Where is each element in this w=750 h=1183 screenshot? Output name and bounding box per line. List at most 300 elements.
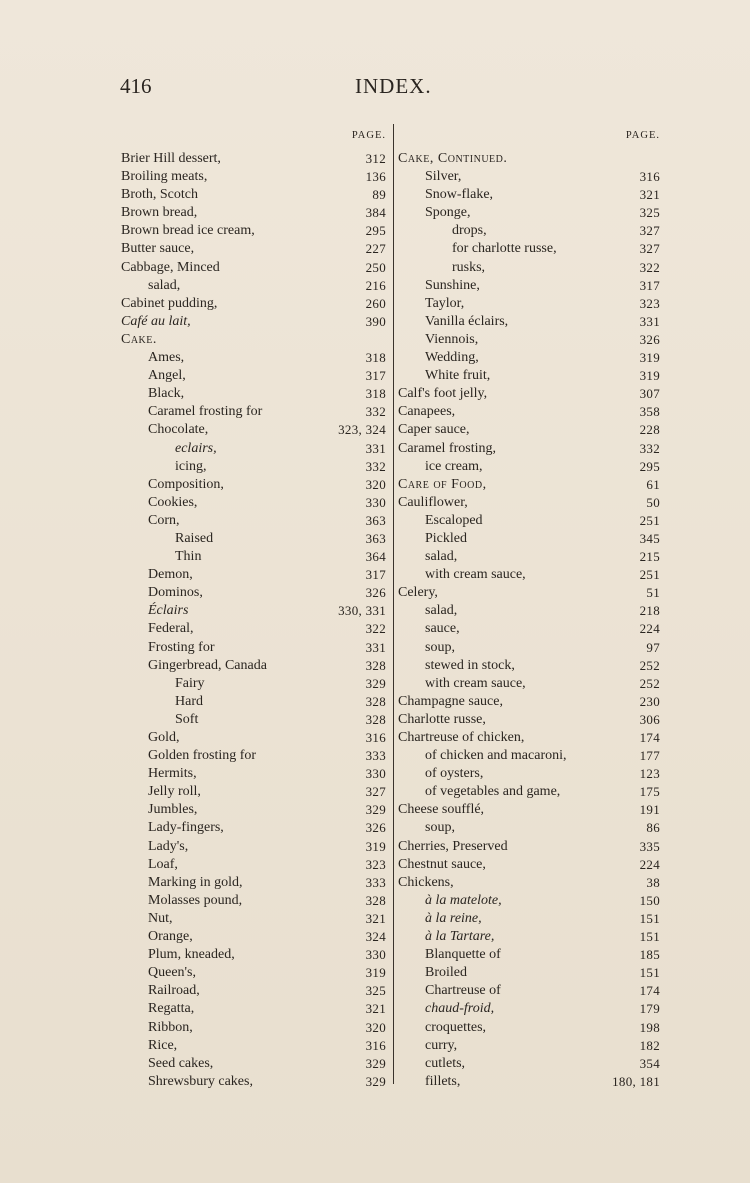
entry-label: Snow-flake,: [425, 187, 494, 203]
entry-label: Angel,: [148, 368, 186, 384]
entry-label: Blanquette of: [425, 947, 501, 963]
entry-page-number: 328: [365, 711, 386, 727]
entry-label: Composition,: [148, 476, 224, 492]
entry-label: Demon,: [148, 567, 193, 583]
index-entry: [398, 874, 660, 892]
entry-page-number: 174: [639, 730, 660, 745]
entry-label: Broiling meats,: [121, 169, 208, 185]
entry-page-number: 123: [639, 766, 660, 782]
entry-label: Fairy: [175, 675, 205, 691]
index-entry: [398, 349, 660, 367]
index-entry: [398, 1073, 660, 1091]
entry-page-number: 335: [639, 838, 660, 854]
index-entry: [121, 1055, 386, 1073]
entry-label: soup,: [425, 820, 455, 836]
index-entry: [121, 928, 386, 946]
index-entry: [398, 928, 660, 946]
entry-label: Canapees,: [398, 404, 456, 420]
index-entry: [398, 639, 660, 657]
index-entry: [121, 747, 386, 765]
entry-page-number: 329: [365, 802, 386, 818]
index-entry: [121, 982, 386, 1000]
entry-label: Wedding,: [425, 350, 479, 366]
index-entry: [121, 819, 386, 837]
entry-page-number: 319: [365, 965, 386, 981]
index-entry: [398, 150, 660, 168]
index-entry: [398, 856, 660, 874]
index-entry: [398, 385, 660, 403]
entry-label: Pickled: [425, 530, 467, 546]
entry-label: Federal,: [148, 621, 194, 637]
entry-label: Vanilla éclairs,: [425, 313, 509, 329]
entry-page-number: 318: [365, 350, 386, 366]
entry-label: Butter sauce,: [121, 241, 195, 257]
entry-page-number: 317: [639, 277, 660, 293]
entry-label: Broiled: [425, 965, 467, 981]
index-entry: [121, 729, 386, 747]
index-entry: [398, 765, 660, 783]
index-entry: [121, 530, 386, 548]
index-entry: [121, 783, 386, 801]
entry-page-number: 345: [639, 530, 660, 546]
index-entry: [121, 566, 386, 584]
entry-page-number: 97: [646, 639, 660, 655]
index-entry: [121, 548, 386, 566]
entry-page-number: 363: [365, 512, 386, 528]
entry-page-number: 316: [365, 730, 386, 745]
entry-page-number: 295: [365, 223, 386, 239]
entry-label: Rice,: [148, 1037, 178, 1053]
entry-label: Café au lait,: [121, 313, 191, 329]
index-entry: [398, 892, 660, 910]
entry-label: with cream sauce,: [425, 675, 526, 691]
entry-label: Hermits,: [148, 766, 197, 782]
index-entry: [121, 675, 386, 693]
index-entry: [398, 838, 660, 856]
entry-page-number: 332: [639, 440, 660, 456]
entry-label: Jumbles,: [148, 802, 198, 818]
index-entry: [398, 277, 660, 295]
entry-page-number: 364: [365, 549, 386, 565]
entry-label: Chickens,: [398, 874, 454, 890]
entry-label: of chicken and macaroni,: [425, 748, 567, 764]
index-entry: [398, 747, 660, 765]
index-entry: [121, 349, 386, 367]
index-entry: [398, 946, 660, 964]
entry-label: Golden frosting for: [148, 748, 257, 764]
entry-page-number: 325: [639, 205, 660, 221]
entry-label: Gingerbread, Canada: [148, 657, 267, 673]
entry-page-number: 218: [639, 603, 660, 619]
entry-page-number: 320: [365, 1019, 386, 1035]
index-entry: [398, 440, 660, 458]
index-entry: [398, 693, 660, 711]
entry-page-number: 316: [639, 169, 660, 185]
index-entry: [121, 259, 386, 277]
entry-label: Cookies,: [148, 494, 198, 510]
index-entry: [398, 801, 660, 819]
entry-page-number: 38: [646, 874, 660, 890]
entry-label: Cake.: [121, 331, 157, 347]
index-entry: [121, 222, 386, 240]
entry-label: Cabbage, Minced: [121, 259, 220, 275]
entry-label: Frosting for: [148, 639, 215, 655]
entry-page-number: 318: [365, 386, 386, 402]
entry-page-number: 180, 181: [612, 1073, 660, 1089]
entry-label: Lady-fingers,: [148, 820, 224, 836]
entry-page-number: 331: [365, 639, 386, 655]
index-entry: [398, 1000, 660, 1018]
index-entry: [121, 801, 386, 819]
entry-page-number: 319: [365, 838, 386, 854]
index-entry: [121, 204, 386, 222]
page-number: 416: [120, 74, 152, 98]
entry-page-number: 182: [639, 1037, 660, 1053]
entry-page-number: 333: [365, 874, 386, 890]
entry-label: croquettes,: [425, 1019, 487, 1035]
entry-page-number: 224: [639, 856, 660, 872]
page-header: [120, 74, 680, 104]
entry-label: drops,: [452, 223, 487, 239]
entry-page-number: 228: [639, 422, 660, 438]
index-entry: [121, 494, 386, 512]
entry-label: Orange,: [148, 929, 193, 945]
index-entry: [121, 693, 386, 711]
index-entry: [121, 476, 386, 494]
entry-page-number: 216: [365, 277, 386, 293]
entry-page-number: 330, 331: [338, 603, 386, 619]
entry-label: Brown bread,: [121, 205, 198, 221]
entry-label: sauce,: [425, 621, 460, 637]
index-entry: [121, 946, 386, 964]
index-entry: [398, 494, 660, 512]
entry-page-number: 150: [639, 892, 660, 908]
entry-label: Gold,: [148, 730, 180, 745]
entry-page-number: 321: [365, 910, 386, 926]
entry-label: Queen's,: [148, 965, 197, 981]
entry-label: Shrewsbury cakes,: [148, 1073, 253, 1089]
entry-label: Molasses pound,: [148, 892, 243, 908]
entry-page-number: 328: [365, 657, 386, 673]
entry-page-number: 327: [639, 223, 660, 239]
entry-page-number: 136: [365, 169, 386, 185]
entry-label: of vegetables and game,: [425, 784, 561, 800]
entry-page-number: 151: [639, 965, 660, 981]
entry-label: Nut,: [148, 910, 173, 926]
entry-page-number: 252: [639, 675, 660, 691]
entry-page-number: 51: [646, 585, 660, 601]
index-entry: [398, 421, 660, 439]
index-column-left: [121, 128, 386, 1091]
index-entry: [121, 910, 386, 928]
entry-label: Ames,: [148, 350, 185, 366]
index-entry: [398, 711, 660, 729]
entry-label: Éclairs: [148, 603, 189, 619]
index-entry: [121, 385, 386, 403]
entry-page-number: 316: [365, 1037, 386, 1053]
index-entry: [121, 150, 386, 168]
entry-label: Black,: [148, 386, 185, 402]
index-entry: [121, 421, 386, 439]
entry-page-number: 250: [365, 259, 386, 275]
page-title: INDEX.: [355, 74, 432, 98]
index-entry: [398, 548, 660, 566]
entry-page-number: 326: [365, 585, 386, 601]
index-entry: [398, 566, 660, 584]
entry-label: Sunshine,: [425, 277, 480, 293]
entry-label: Brier Hill dessert,: [121, 151, 221, 166]
index-entry: [398, 403, 660, 421]
index-entry: [121, 168, 386, 186]
entry-label: Cabinet pudding,: [121, 295, 218, 311]
index-entry: [121, 711, 386, 729]
entry-label: à la Tartare,: [425, 929, 495, 945]
entry-page-number: 295: [639, 458, 660, 474]
index-entry: [121, 1073, 386, 1091]
entry-page-number: 179: [639, 1001, 660, 1017]
index-entry: [121, 838, 386, 856]
entry-label: Thin: [175, 549, 202, 565]
entry-label: fillets,: [425, 1073, 461, 1089]
entry-page-number: 384: [365, 205, 386, 221]
entry-page-number: 321: [365, 1001, 386, 1017]
entry-page-number: 328: [365, 693, 386, 709]
entry-page-number: 323, 324: [338, 422, 386, 438]
entry-label: Soft: [175, 711, 199, 727]
entry-label: Viennois,: [425, 331, 479, 347]
entry-page-number: 251: [639, 512, 660, 528]
entry-page-number: 174: [639, 983, 660, 999]
entry-label: Ribbon,: [148, 1019, 193, 1035]
entry-label: Care of Food,: [398, 476, 487, 492]
entry-label: Raised: [175, 530, 214, 546]
entry-page-number: 324: [365, 929, 386, 945]
index-entry: [398, 295, 660, 313]
index-entry: [398, 458, 660, 476]
entry-label: stewed in stock,: [425, 657, 515, 673]
entry-label: salad,: [148, 277, 181, 293]
index-entry: [121, 620, 386, 638]
entry-page-number: 330: [365, 494, 386, 510]
index-entry: [398, 530, 660, 548]
index-entry: [121, 367, 386, 385]
entry-page-number: 252: [639, 657, 660, 673]
entry-page-number: 177: [639, 748, 660, 764]
entry-label: Corn,: [148, 512, 180, 528]
entry-label: White fruit,: [425, 368, 491, 384]
index-entry: [398, 204, 660, 222]
entry-page-number: 224: [639, 621, 660, 637]
entry-label: of oysters,: [425, 766, 484, 782]
entry-page-number: 312: [365, 151, 386, 166]
entry-label: with cream sauce,: [425, 567, 526, 583]
index-entry: [398, 186, 660, 204]
entry-page-number: 331: [639, 313, 660, 329]
index-entry: [121, 512, 386, 530]
entry-page-number: 322: [365, 621, 386, 637]
entry-label: salad,: [425, 603, 458, 619]
entry-label: for charlotte russe,: [452, 241, 557, 257]
entry-page-number: 61: [646, 476, 660, 492]
index-entry: [398, 240, 660, 258]
index-entry: [398, 1055, 660, 1073]
entry-page-number: 306: [639, 711, 660, 727]
entry-page-number: 86: [646, 820, 660, 836]
entry-label: Chartreuse of: [425, 983, 501, 999]
entry-label: Seed cakes,: [148, 1055, 214, 1071]
index-entry: [121, 856, 386, 874]
entry-label: eclairs,: [175, 440, 217, 456]
entry-page-number: 329: [365, 1055, 386, 1071]
entry-page-number: 330: [365, 947, 386, 963]
column-heading: PAGE.: [625, 130, 660, 141]
index-entry: [121, 892, 386, 910]
index-entry: [121, 186, 386, 204]
index-entry: [398, 675, 660, 693]
entry-label: Plum, kneaded,: [148, 947, 235, 963]
entry-page-number: 191: [639, 802, 660, 818]
entry-label: Dominos,: [148, 585, 203, 601]
index-entry: [121, 295, 386, 313]
entry-page-number: 333: [365, 748, 386, 764]
entry-label: chaud-froid,: [425, 1001, 495, 1017]
index-entry: [398, 476, 660, 494]
index-entry: [398, 729, 660, 747]
index-entry: [398, 819, 660, 837]
index-entry: [398, 657, 660, 675]
index-entry: [398, 620, 660, 638]
index-entry: [121, 1037, 386, 1055]
entry-page-number: 198: [639, 1019, 660, 1035]
entry-label: à la matelote,: [425, 892, 502, 908]
entry-label: Cauliflower,: [398, 494, 468, 510]
entry-label: Sponge,: [425, 205, 471, 221]
entry-page-number: 322: [639, 259, 660, 275]
entry-label: Charlotte russe,: [398, 711, 486, 727]
entry-label: Taylor,: [425, 295, 465, 311]
index-entry: [121, 584, 386, 602]
entry-page-number: 317: [365, 567, 386, 583]
index-entry: [398, 584, 660, 602]
index-entry: [398, 222, 660, 240]
entry-label: soup,: [425, 639, 455, 655]
entry-page-number: 151: [639, 929, 660, 945]
entry-label: Cheese soufflé,: [398, 802, 485, 818]
entry-label: Broth, Scotch: [121, 187, 198, 203]
entry-label: Jelly roll,: [148, 784, 201, 800]
entry-page-number: 230: [639, 693, 660, 709]
index-entry: [398, 259, 660, 277]
entry-page-number: 325: [365, 983, 386, 999]
entry-page-number: 151: [639, 910, 660, 926]
index-entry: [398, 331, 660, 349]
column-heading: PAGE.: [351, 130, 386, 141]
entry-label: Hard: [175, 693, 203, 709]
column-divider: [393, 124, 394, 1084]
entry-label: cutlets,: [425, 1055, 466, 1071]
entry-page-number: 390: [365, 313, 386, 329]
index-entry: [121, 602, 386, 620]
entry-page-number: 260: [365, 295, 386, 311]
entry-page-number: 358: [639, 404, 660, 420]
index-entry: [121, 639, 386, 657]
entry-page-number: 185: [639, 947, 660, 963]
index-entry: [121, 1019, 386, 1037]
entry-page-number: 319: [639, 368, 660, 384]
index-entry: [398, 602, 660, 620]
entry-label: Brown bread ice cream,: [121, 223, 255, 239]
entry-label: Marking in gold,: [148, 874, 243, 890]
entry-label: Caramel frosting,: [398, 440, 496, 456]
entry-label: Caper sauce,: [398, 422, 470, 438]
entry-page-number: 321: [639, 187, 660, 203]
index-entry: [398, 367, 660, 385]
entry-label: Calf's foot jelly,: [398, 386, 488, 402]
entry-page-number: 320: [365, 476, 386, 492]
entry-label: rusks,: [452, 259, 486, 275]
index-entry: [398, 982, 660, 1000]
index-entry: [121, 765, 386, 783]
index-entry: [121, 277, 386, 295]
entry-page-number: 89: [372, 187, 386, 203]
index-entry: [398, 313, 660, 331]
entry-page-number: 363: [365, 530, 386, 546]
entry-label: Lady's,: [148, 838, 189, 854]
entry-page-number: 175: [639, 784, 660, 800]
entry-page-number: 327: [365, 784, 386, 800]
index-column-right: [398, 128, 660, 1091]
entry-page-number: 307: [639, 386, 660, 402]
entry-label: Cherries, Preserved: [398, 838, 508, 854]
index-entry: [398, 910, 660, 928]
entry-page-number: 331: [365, 440, 386, 456]
entry-page-number: 326: [365, 820, 386, 836]
index-entry: [121, 874, 386, 892]
entry-page-number: 332: [365, 404, 386, 420]
entry-page-number: 330: [365, 766, 386, 782]
entry-label: curry,: [425, 1037, 458, 1053]
entry-label: Escaloped: [425, 512, 483, 528]
index-entry: [121, 440, 386, 458]
entry-label: icing,: [175, 458, 207, 474]
entry-page-number: 317: [365, 368, 386, 384]
entry-label: à la reine,: [425, 910, 482, 926]
entry-page-number: 251: [639, 567, 660, 583]
entry-page-number: 329: [365, 675, 386, 691]
index-entry: [121, 964, 386, 982]
entry-label: Champagne sauce,: [398, 693, 503, 709]
entry-label: Chestnut sauce,: [398, 856, 486, 872]
entry-label: Regatta,: [148, 1001, 195, 1017]
index-entry: [121, 403, 386, 421]
index-entry: [398, 783, 660, 801]
entry-label: Loaf,: [148, 856, 178, 872]
index-entry: [398, 1037, 660, 1055]
entry-page-number: 323: [639, 295, 660, 311]
index-entry: [121, 331, 386, 349]
entry-page-number: 329: [365, 1073, 386, 1089]
entry-page-number: 227: [365, 241, 386, 257]
index-entry: [121, 313, 386, 331]
index-entry: [398, 1019, 660, 1037]
index-entry: [398, 964, 660, 982]
entry-page-number: 215: [639, 549, 660, 565]
entry-label: salad,: [425, 549, 458, 565]
entry-page-number: 354: [639, 1055, 660, 1071]
index-entry: [398, 168, 660, 186]
index-entry: [121, 1000, 386, 1018]
entry-label: Celery,: [398, 585, 438, 601]
